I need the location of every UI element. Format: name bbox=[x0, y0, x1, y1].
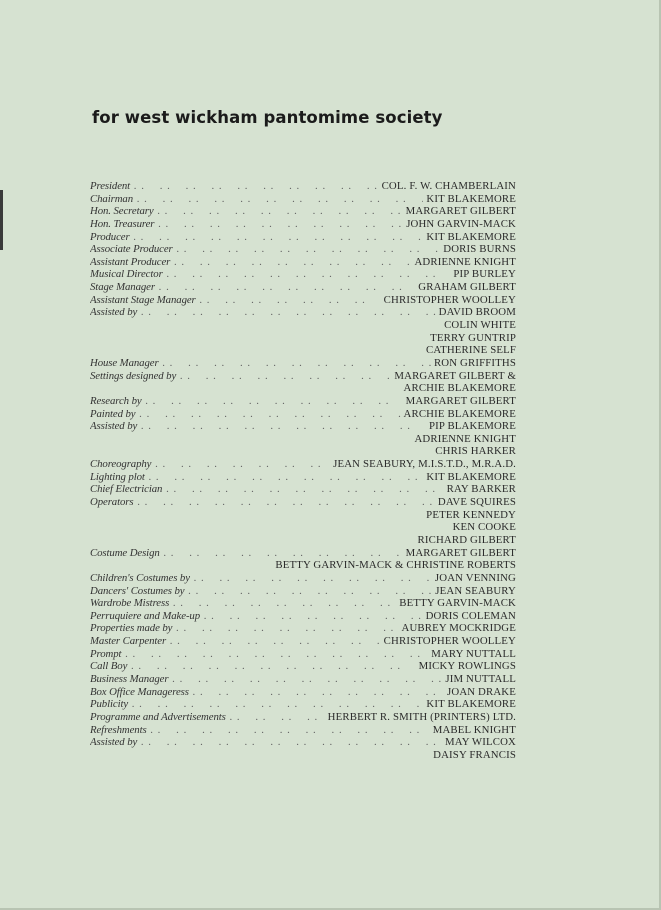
credit-row bbox=[90, 597, 516, 610]
credit-name: KIT BLAKEMORE bbox=[423, 231, 516, 244]
credit-name: DAISY FRANCIS bbox=[430, 749, 516, 762]
credit-row bbox=[90, 395, 516, 408]
credit-name: CATHERINE SELF bbox=[423, 344, 516, 357]
credit-role: Chief Electrician . . bbox=[90, 483, 444, 496]
credit-role: Children's Costumes by . . bbox=[90, 572, 432, 585]
credit-name: KIT BLAKEMORE bbox=[423, 698, 516, 711]
credit-role: Prompt . . bbox=[90, 648, 428, 661]
credit-name: AUBREY MOCKRIDGE bbox=[399, 622, 516, 635]
credit-name: TERRY GUNTRIP bbox=[427, 332, 516, 345]
credit-name: ARCHIE BLAKEMORE bbox=[401, 382, 516, 395]
credit-name: JEAN SEABURY bbox=[432, 585, 516, 598]
credit-row bbox=[90, 521, 516, 534]
credit-role: Perruquiere and Make-up . . bbox=[90, 610, 423, 623]
credit-row bbox=[90, 382, 516, 395]
credit-name: BETTY GARVIN-MACK & CHRISTINE ROBERTS bbox=[272, 559, 516, 572]
credit-role: Assisted by . . bbox=[90, 420, 426, 433]
credit-row bbox=[90, 218, 516, 231]
credit-row bbox=[90, 610, 516, 623]
credit-name: PETER KENNEDY bbox=[423, 509, 516, 522]
credit-name: PIP BURLEY bbox=[450, 268, 516, 281]
credit-row bbox=[90, 547, 516, 560]
page-heading: for west wickham pantomime society bbox=[92, 108, 443, 127]
credit-name: MARGARET GILBERT bbox=[403, 547, 516, 560]
credit-name: DAVID BROOM bbox=[436, 306, 516, 319]
credit-role: President . . bbox=[90, 180, 379, 193]
credit-row bbox=[90, 635, 516, 648]
credit-row bbox=[90, 180, 516, 193]
credit-role: Hon. Treasurer . . bbox=[90, 218, 403, 231]
credit-role: House Manager . . bbox=[90, 357, 431, 370]
credit-row bbox=[90, 622, 516, 635]
credit-role: Publicity . . bbox=[90, 698, 423, 711]
credit-role: Refreshments . . bbox=[90, 724, 430, 737]
credit-name: DORIS COLEMAN bbox=[423, 610, 516, 623]
credit-row bbox=[90, 408, 516, 421]
credit-name: BETTY GARVIN-MACK bbox=[396, 597, 516, 610]
credit-name: JIM NUTTALL bbox=[442, 673, 516, 686]
credit-row bbox=[90, 370, 516, 383]
credit-role: Chairman . . bbox=[90, 193, 423, 206]
credit-role: Operators . . bbox=[90, 496, 435, 509]
credit-name: JOHN GARVIN-MACK bbox=[403, 218, 516, 231]
credit-name: ADRIENNE KNIGHT bbox=[411, 433, 516, 446]
credit-role: Stage Manager . . bbox=[90, 281, 415, 294]
credit-name: RAY BARKER bbox=[444, 483, 516, 496]
credit-row bbox=[90, 509, 516, 522]
credit-name: COL. F. W. CHAMBERLAIN bbox=[379, 180, 516, 193]
credit-name: CHRISTOPHER WOOLLEY bbox=[381, 635, 516, 648]
credit-row bbox=[90, 673, 516, 686]
binding-edge bbox=[0, 190, 3, 250]
credit-role: Master Carpenter . . bbox=[90, 635, 381, 648]
credit-name: KIT BLAKEMORE bbox=[423, 193, 516, 206]
credit-row bbox=[90, 585, 516, 598]
credit-row bbox=[90, 433, 516, 446]
credit-role: Musical Director . . bbox=[90, 268, 450, 281]
credit-role: Properties made by . . bbox=[90, 622, 399, 635]
credit-name: JOAN VENNING bbox=[432, 572, 516, 585]
credit-name: GRAHAM GILBERT bbox=[415, 281, 516, 294]
credit-role: Call Boy . . bbox=[90, 660, 416, 673]
credit-name: MICKY ROWLINGS bbox=[416, 660, 516, 673]
credit-row bbox=[90, 193, 516, 206]
credit-name: ARCHIE BLAKEMORE bbox=[401, 408, 516, 421]
credit-name: DORIS BURNS bbox=[440, 243, 516, 256]
credit-row bbox=[90, 749, 516, 762]
credit-role: Hon. Secretary . . bbox=[90, 205, 403, 218]
credit-role: Lighting plot . . bbox=[90, 471, 423, 484]
credit-name: MARY NUTTALL bbox=[428, 648, 516, 661]
credit-role: Costume Design . . bbox=[90, 547, 403, 560]
credit-role: Assistant Producer . . bbox=[90, 256, 411, 269]
credit-row bbox=[90, 711, 516, 724]
credit-row bbox=[90, 724, 516, 737]
credit-row bbox=[90, 686, 516, 699]
credit-row bbox=[90, 660, 516, 673]
credit-row bbox=[90, 496, 516, 509]
credit-name: RICHARD GILBERT bbox=[415, 534, 516, 547]
credit-row bbox=[90, 294, 516, 307]
credit-name: DAVE SQUIRES bbox=[435, 496, 516, 509]
credit-role: Box Office Manageress . . bbox=[90, 686, 444, 699]
credit-name: ADRIENNE KNIGHT bbox=[411, 256, 516, 269]
credit-role: Wardrobe Mistress . . bbox=[90, 597, 396, 610]
credit-row bbox=[90, 344, 516, 357]
credit-row bbox=[90, 420, 516, 433]
credit-row bbox=[90, 332, 516, 345]
credit-row bbox=[90, 648, 516, 661]
credit-role: Assisted by . . bbox=[90, 306, 436, 319]
credit-name: COLIN WHITE bbox=[441, 319, 516, 332]
credit-row bbox=[90, 306, 516, 319]
credit-role: Programme and Advertisements . . bbox=[90, 711, 325, 724]
credit-name: KIT BLAKEMORE bbox=[423, 471, 516, 484]
credit-row bbox=[90, 205, 516, 218]
credit-name: JEAN SEABURY, M.I.S.T.D., M.R.A.D. bbox=[330, 458, 516, 471]
credit-name: MABEL KNIGHT bbox=[430, 724, 516, 737]
credit-role: Choreography . . bbox=[90, 458, 330, 471]
credit-row bbox=[90, 559, 516, 572]
credit-name: CHRISTOPHER WOOLLEY bbox=[381, 294, 516, 307]
credit-name: PIP BLAKEMORE bbox=[426, 420, 516, 433]
credit-role: Assisted by . . bbox=[90, 736, 442, 749]
credit-name: MARGARET GILBERT bbox=[403, 395, 516, 408]
credit-name: MARGARET GILBERT & bbox=[391, 370, 516, 383]
credit-row bbox=[90, 458, 516, 471]
credit-role: Painted by . . bbox=[90, 408, 401, 421]
credit-name: HERBERT R. SMITH (PRINTERS) LTD. bbox=[325, 711, 516, 724]
credit-row bbox=[90, 243, 516, 256]
credit-role: Business Manager . . bbox=[90, 673, 442, 686]
credit-row bbox=[90, 534, 516, 547]
credit-name: RON GRIFFITHS bbox=[431, 357, 516, 370]
credit-name: JOAN DRAKE bbox=[444, 686, 516, 699]
credit-row bbox=[90, 736, 516, 749]
credit-row bbox=[90, 445, 516, 458]
credit-row bbox=[90, 572, 516, 585]
credit-row bbox=[90, 281, 516, 294]
credits-list bbox=[90, 180, 516, 761]
credit-role: Research by . . bbox=[90, 395, 403, 408]
credit-row bbox=[90, 483, 516, 496]
credit-row bbox=[90, 698, 516, 711]
credit-role: Dancers' Costumes by . . bbox=[90, 585, 432, 598]
credit-row bbox=[90, 319, 516, 332]
credit-name: KEN COOKE bbox=[450, 521, 516, 534]
credit-row bbox=[90, 256, 516, 269]
credit-name: CHRIS HARKER bbox=[432, 445, 516, 458]
credit-role: Settings designed by . . bbox=[90, 370, 391, 383]
credit-row bbox=[90, 357, 516, 370]
credit-name: MAY WILCOX bbox=[442, 736, 516, 749]
credit-row bbox=[90, 268, 516, 281]
credit-name: MARGARET GILBERT bbox=[403, 205, 516, 218]
credit-role: Assistant Stage Manager . . bbox=[90, 294, 381, 307]
credit-role: Producer . . bbox=[90, 231, 423, 244]
credit-row bbox=[90, 231, 516, 244]
credit-role: Associate Producer . . bbox=[90, 243, 440, 256]
credit-row bbox=[90, 471, 516, 484]
